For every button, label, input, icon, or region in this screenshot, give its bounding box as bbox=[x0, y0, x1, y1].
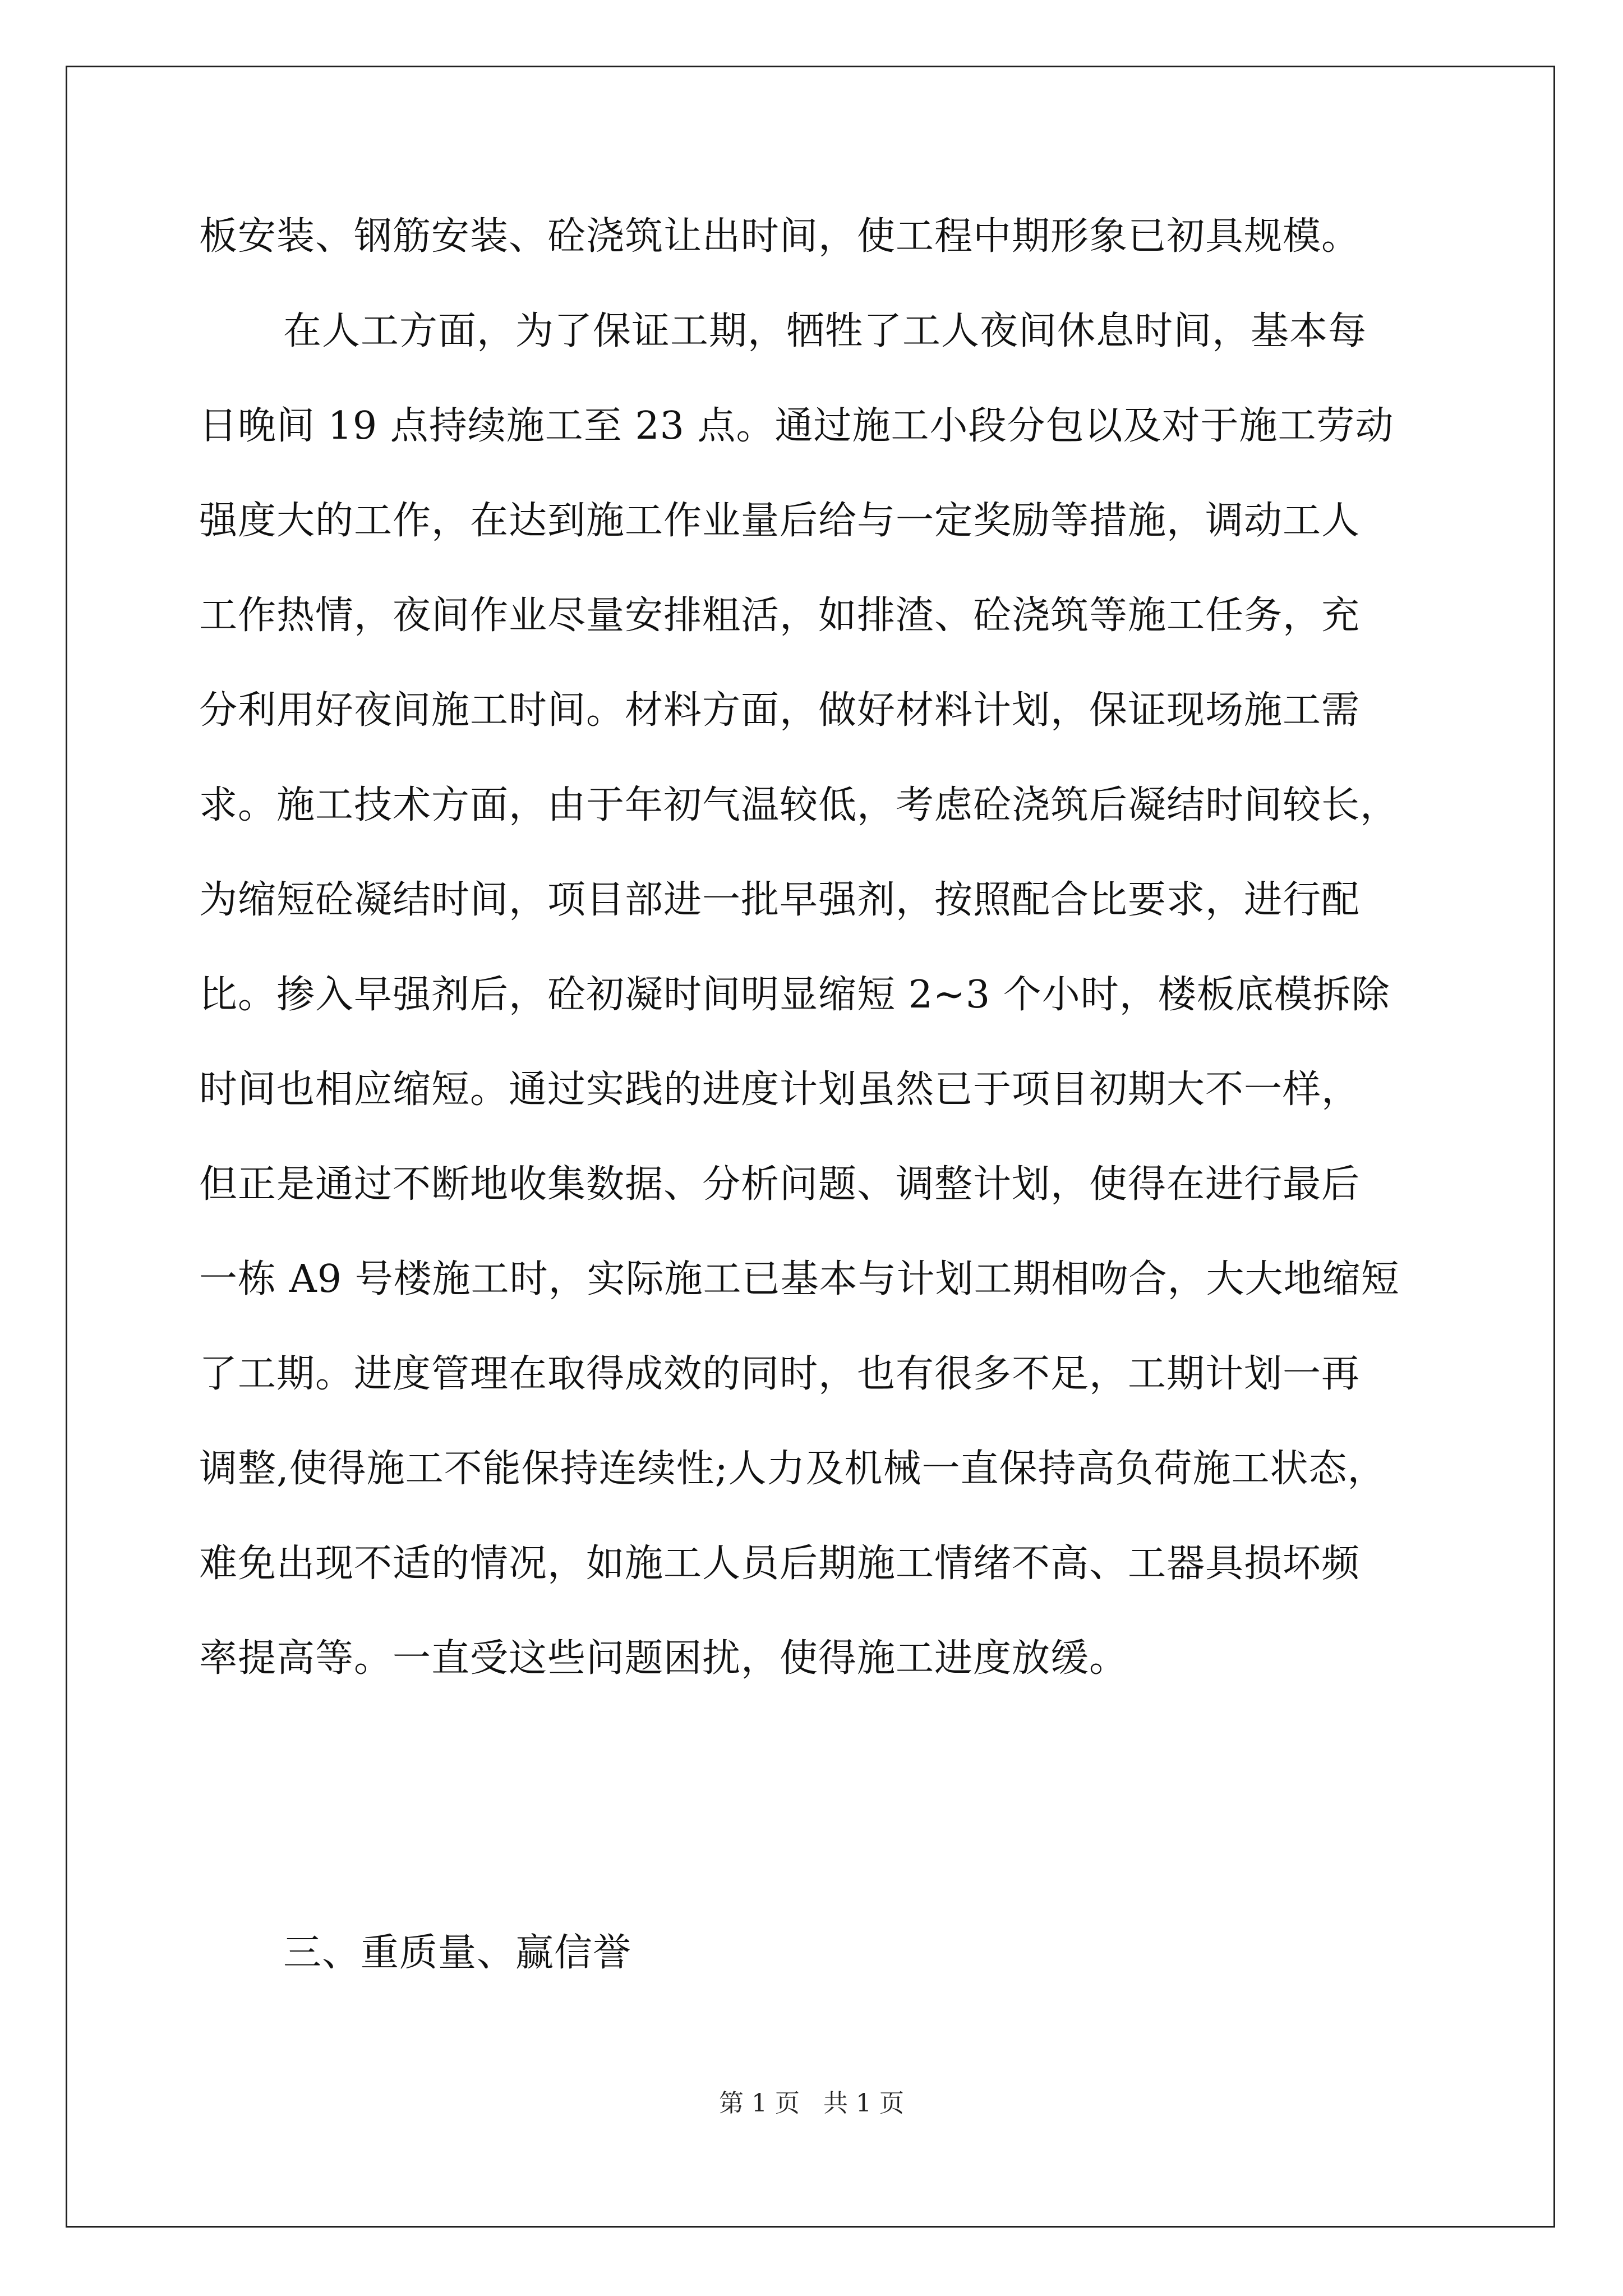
section-heading: 三、重质量、赢信誉 bbox=[283, 1931, 632, 1975]
body-line: 强度大的工作，在达到施工作业量后给与一定奖励等措施，调动工人 bbox=[199, 499, 1361, 543]
body-line: 一栋 A9 号楼施工时，实际施工已基本与计划工期相吻合，大大地缩短 bbox=[199, 1257, 1400, 1301]
body-line: 率提高等。一直受这些问题困扰，使得施工进度放缓。 bbox=[199, 1636, 1128, 1681]
body-line: 板安装、钢筋安装、砼浇筑让出时间，使工程中期形象已初具规模。 bbox=[199, 214, 1361, 259]
body-line: 了工期。进度管理在取得成效的同时，也有很多不足，工期计划一再 bbox=[199, 1352, 1361, 1396]
body-line: 比。掺入早强剂后，砼初凝时间明显缩短 2~3 个小时，楼板底模拆除 bbox=[199, 973, 1390, 1017]
body-line: 但正是通过不断地收集数据、分析问题、调整计划，使得在进行最后 bbox=[199, 1162, 1361, 1207]
body-line: 日晚间 19 点持续施工至 23 点。通过施工小段分包以及对于施工劳动 bbox=[199, 404, 1394, 448]
paragraph-first-line: 在人工方面，为了保证工期，牺牲了工人夜间休息时间，基本每 bbox=[283, 309, 1367, 353]
body-line: 分利用好夜间施工时间。材料方面，做好材料计划，保证现场施工需 bbox=[199, 688, 1361, 733]
body-line: 为缩短砼凝结时间，项目部进一批早强剂，按照配合比要求，进行配 bbox=[199, 878, 1361, 922]
body-line: 难免出现不适的情况，如施工人员后期施工情绪不高、工器具损坏频 bbox=[199, 1542, 1361, 1586]
body-line: 调整,使得施工不能保持连续性;人力及机械一直保持高负荷施工状态， bbox=[199, 1447, 1386, 1491]
page-number-footer: 第 1 页 共 1 页 bbox=[719, 2089, 904, 2118]
body-line: 时间也相应缩短。通过实践的进度计划虽然已于项目初期大不一样， bbox=[199, 1068, 1361, 1112]
body-line: 求。施工技术方面，由于年初气温较低，考虑砼浇筑后凝结时间较长， bbox=[199, 783, 1399, 827]
body-line: 工作热情，夜间作业尽量安排粗活，如排渣、砼浇筑等施工任务，充 bbox=[199, 593, 1361, 638]
document-body bbox=[199, 208, 1450, 1724]
